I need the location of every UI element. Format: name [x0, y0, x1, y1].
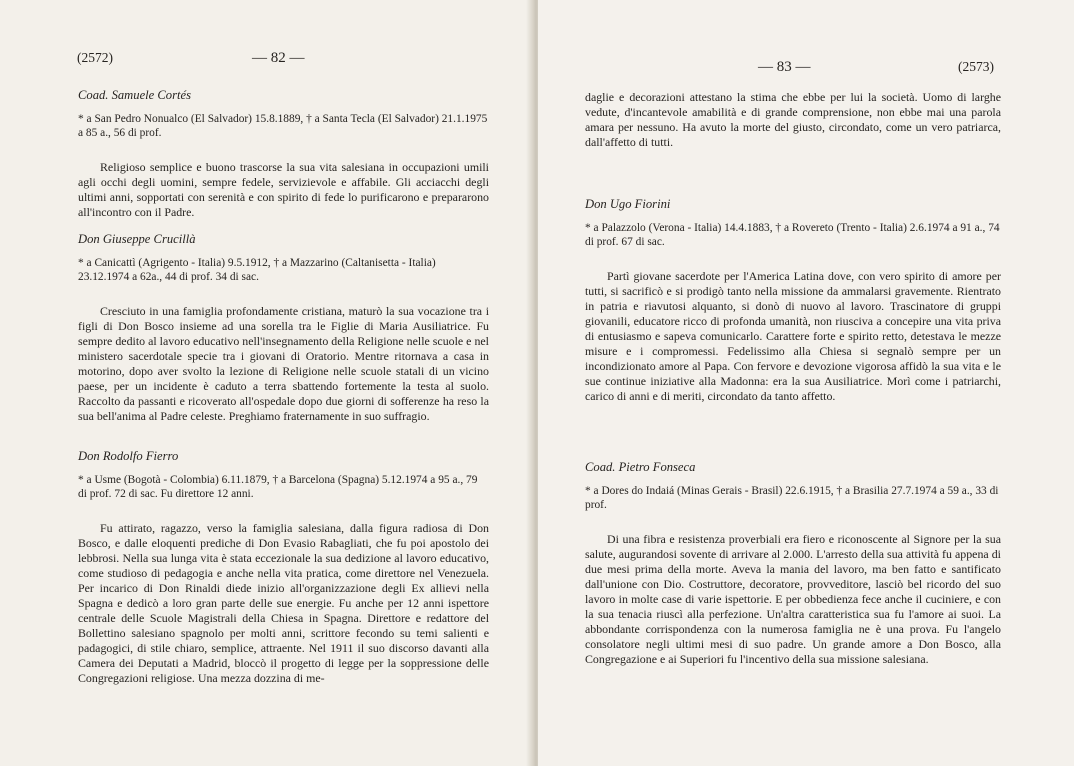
obituary-entry: [78, 88, 489, 220]
obituary-entry: [585, 197, 1001, 404]
right-page-code: (2573): [958, 59, 994, 74]
obituary-entry: [78, 232, 489, 424]
entry-meta: * a Canicattì (Agrigento - Italia) 9.5.1912, † a Mazzarino (Caltanisetta - Italia) 23.12.1974 a 62a., 44 di prof. 34 di sac.: [78, 257, 436, 284]
left-page: [0, 0, 532, 766]
entry-body: Religioso semplice e buono trascorse la sua vita salesiana in occupazioni umili agli occhi degli uomini, sempre fedele, servizievole e affabile. Gli acciacchi degli ultimi anni, sopportati con serenità e con spirito di fede lo purificarono e prepararono all'incontro con il Padre.: [78, 159, 489, 219]
entry-meta: * a Dores do Indaiá (Minas Gerais - Brasil) 22.6.1915, † a Brasilia 27.7.1974 a 59 a., 33 di prof.: [585, 485, 999, 512]
entry-name: Coad. Pietro Fonseca: [585, 460, 696, 474]
left-page-number: — 82 —: [252, 50, 305, 66]
obituary-entry: [585, 460, 1001, 667]
entry-body: Cresciuto in una famiglia profondamente cristiana, maturò la sua vocazione tra i figli di Don Bosco insieme ad una sorella tra le Figlie di Maria Ausiliatrice. Fu sempre dedito al lavoro educativo nell'insegnamento della Religione nelle scuole e nel ministero sacerdotale specie tra i giovani di Oratorio. Mentre ritornava a casa in motorino, dopo aver svolto la lezione di Religione nelle scuole statali di un vicino paese, per un incidente è caduto a terra sbattendo fortemente la testa al suolo. Raccolto da passanti e ricoverato all'ospedale dopo due giorni di sofferenze ha reso la sua bell'anima al Padre celeste. Preghiamo fraternamente in suo suffragio.: [78, 303, 489, 423]
entry-name: Don Giuseppe Crucillà: [78, 232, 196, 246]
entry-body: Fu attirato, ragazzo, verso la famiglia salesiana, dalla figura radiosa di Don Bosco, e dalle eloquenti prediche di Don Evasio Rabagliati, che fu poi apostolo dei lebbrosi. Nella sua lunga vita è stata eccezionale la sua dedizione al lavoro educativo, come studioso di pedagogia e anche nella vita pratica, come direttore nel Venezuela. Per incarico di Don Rinaldi diede inizio all'organizzazione degli Ex allievi nella Spagna e dedicò a loro gran parte delle sue energie. Fu anche per 12 anni ispettore centrale delle Scuole Magistrali della Chiesa in Spagna. Direttore e redattore del Bollettino salesiano spagnolo per molti anni, scrittore fecondo su temi salienti e padagogici, di stile chiaro, semplice, attraente. Nel 1911 il suo discorso davanti alla Camera dei Deputati a Madrid, bloccò il progetto di legge per la soppressione delle Congregazioni religiose. Una mezza dozzina di me-: [78, 520, 489, 686]
entry-body: Di una fibra e resistenza proverbiali era fiero e riconoscente al Signore per la sua salute, augurandosi sovente di arrivare al 2.000. L'arresto della sua attività fu appena di due mesi prima della morte. Aveva la mania del lavoro, ma ben fatto e santificato dall'unione con Dio. Costruttore, decoratore, provveditore, lasciò bel ricordo del suo lavoro in molte case di varie ispettorie. E per obbedienza fece anche il cuciniere, e con la sua tenacia riuscì alla perfezione. Un'altra caratteristica sua fu l'amore ai suoi. La abbondante corrispondenza con la numerosa famiglia ne è una prova. Fu l'angelo consolatore negli ultimi mesi di suo padre. Un grande amore a Don Bosco, alla Congregazione e ai Superiori fu l'incentivo della sua missione salesiana.: [585, 531, 1001, 666]
obituary-entry: [78, 449, 489, 686]
entry-body: Partì giovane sacerdote per l'America Latina dove, con vero spirito di amore per tutti, si sacrificò e si prodigò tanto nella missione da ammalarsi gravemente. Rientrato in patria e riavutosi alquanto, si donò di nuovo al lavoro. Trascinatore di gruppi giovanili, educatore ricco di profonda umanità, non riusciva a concepire una vita priva di entusiasmo e sapeva comunicarlo. Carattere forte e spirito retto, detestava le mezze misure e i compromessi. Fedelissimo alla Chiesa si segnalò sempre per un incondizionato amore al Papa. Con fervore e devozione vigorosa affidò la sua vita e le sue continue iniziative alla Madonna: era la sua Ausiliatrice. Morì come i patriarchi, carico di anni e di meriti, circondato da tanto affetto.: [585, 268, 1001, 403]
entry-name: Don Rodolfo Fierro: [78, 449, 179, 463]
continued-text: [585, 90, 1001, 150]
entry-meta: * a Usme (Bogotà - Colombia) 6.11.1879, † a Barcelona (Spagna) 5.12.1974 a 95 a., 79 di prof. 72 di sac. Fu direttore 12 anni.: [78, 474, 478, 501]
left-page-code: (2572): [77, 50, 113, 65]
entry-body-continuation: daglie e decorazioni attestano la stima che ebbe per lui la società. Uomo di larghe vedute, d'incantevole amabilità e di grande comprensione, non ebbe mai una parola amara per nessuno. Ha avuto la morte del giusto, circondato, come un vero patriarca, dall'affetto di tutti.: [585, 90, 1001, 150]
entry-meta: * a Palazzolo (Verona - Italia) 14.4.1883, † a Rovereto (Trento - Italia) 2.6.1974 a 91 a., 74 di prof. 67 di sac.: [585, 222, 1000, 249]
right-page-number: — 83 —: [758, 59, 811, 75]
entry-meta: * a San Pedro Nonualco (El Salvador) 15.8.1889, † a Santa Tecla (El Salvador) 21.1.1975 a 85 a., 56 di prof.: [78, 113, 488, 140]
right-page: [538, 0, 1074, 766]
entry-name: Don Ugo Fiorini: [585, 197, 671, 211]
entry-name: Coad. Samuele Cortés: [78, 88, 191, 102]
